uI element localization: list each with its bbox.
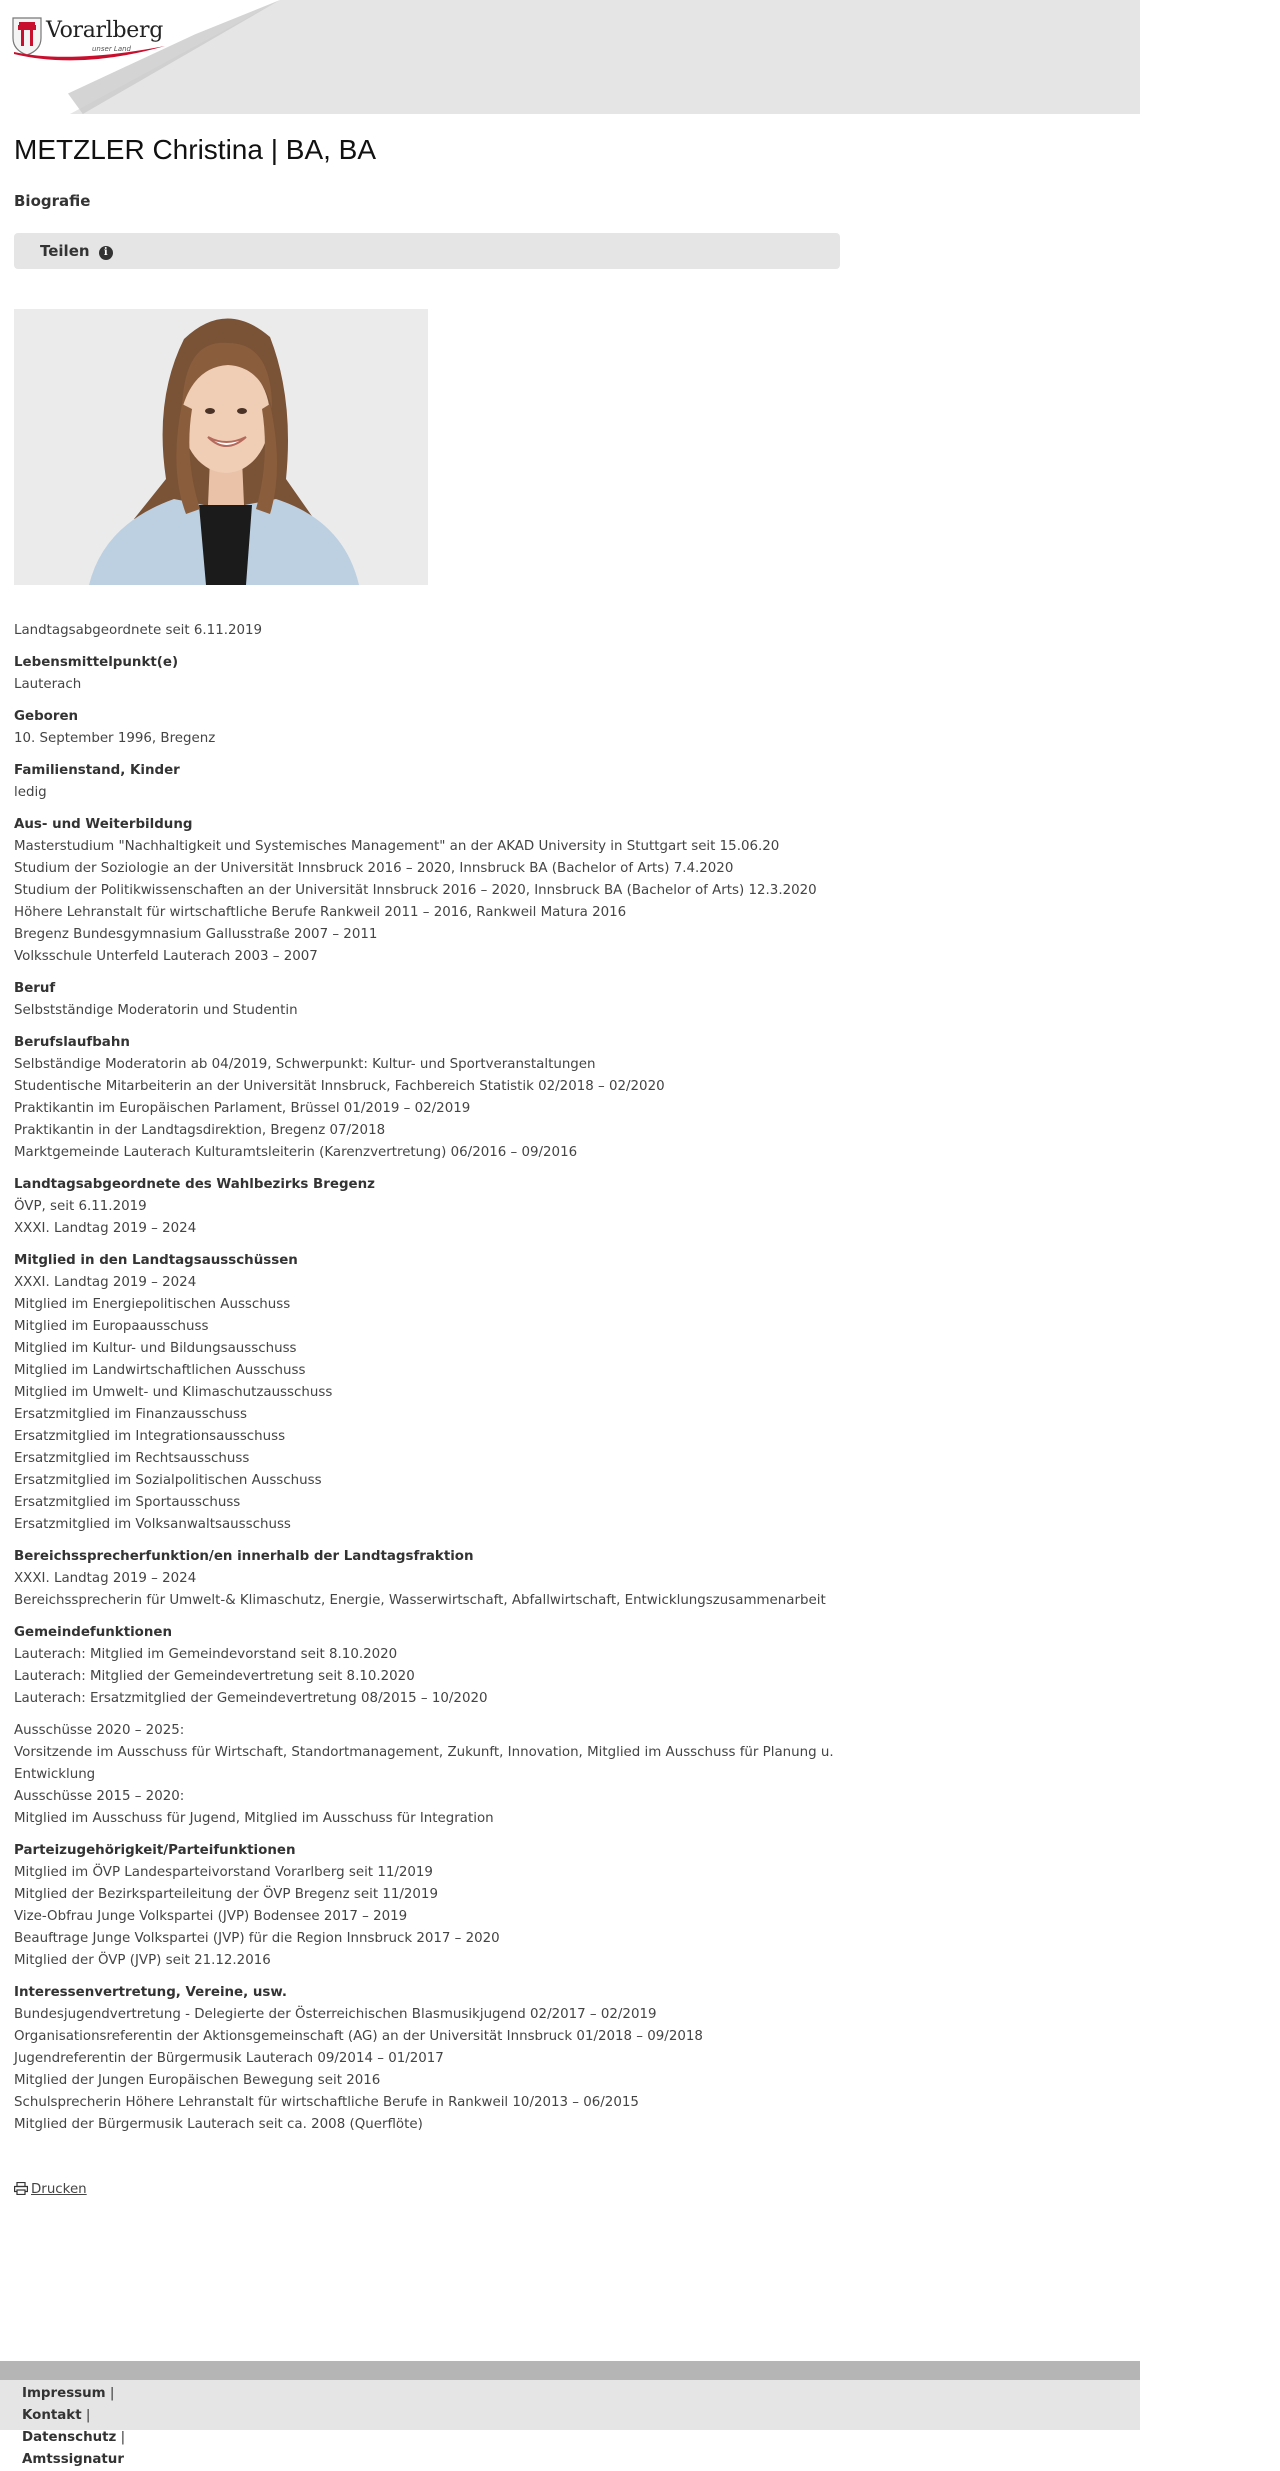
bio-line: Höhere Lehranstalt für wirtschaftliche Berufe Rankweil 2011 – 2016, Rankweil Matura 2016	[14, 905, 627, 920]
bio-line: Ausschüsse 2015 – 2020:	[14, 1789, 185, 1804]
bio-line: XXXI. Landtag 2019 – 2024	[14, 1571, 197, 1586]
bio-line: Ersatzmitglied im Sportausschuss	[14, 1495, 241, 1510]
bio-line: Ersatzmitglied im Integrationsausschuss	[14, 1429, 286, 1444]
bio-line: Schulsprecherin Höhere Lehranstalt für wirtschaftliche Berufe in Rankweil 10/2013 – 06/2015	[14, 2095, 639, 2110]
bio-line: Ersatzmitglied im Sozialpolitischen Ausschuss	[14, 1473, 322, 1488]
bio-line: Mitglied im Umwelt- und Klimaschutzausschuss	[14, 1385, 333, 1400]
bio-line: Studium der Soziologie an der Universität Innsbruck 2016 – 2020, Innsbruck BA (Bachelor of Arts) 7.4.2020	[14, 861, 734, 876]
bio-section-heading: Landtagsabgeordnete des Wahlbezirks Bregenz	[14, 1177, 375, 1192]
bio-line: Bregenz Bundesgymnasium Gallusstraße 2007 – 2011	[14, 927, 378, 942]
bio-line: Vorsitzende im Ausschuss für Wirtschaft, Standortmanagement, Zukunft, Innovation, Mitglied im Ausschuss für Planung u.	[14, 1745, 834, 1760]
bio-section-heading: Bereichssprecherfunktion/en innerhalb der Landtagsfraktion	[14, 1549, 474, 1564]
bio-line: Mitglied der Bezirksparteileitung der ÖVP Bregenz seit 11/2019	[14, 1887, 438, 1902]
bio-line: Mitglied der Jungen Europäischen Bewegung seit 2016	[14, 2073, 381, 2088]
footer-separator: |	[105, 2386, 115, 2401]
logo-swoosh-icon	[10, 40, 170, 64]
bio-line: Praktikantin in der Landtagsdirektion, Bregenz 07/2018	[14, 1123, 386, 1138]
bio-line: 10. September 1996, Bregenz	[14, 731, 216, 746]
bio-line: Lauterach	[14, 677, 82, 692]
footer-link-datenschutz[interactable]: Datenschutz	[22, 2430, 117, 2445]
share-label: Teilen	[40, 242, 90, 260]
bio-line: ledig	[14, 785, 47, 800]
bio-line: Selbständige Moderatorin ab 04/2019, Schwerpunkt: Kultur- und Sportveranstaltungen	[14, 1057, 596, 1072]
print-link[interactable]	[14, 2182, 87, 2197]
bio-spacer	[14, 1022, 874, 1032]
bio-line: Beauftrage Junge Volkspartei (JVP) für die Region Innsbruck 2017 – 2020	[14, 1931, 500, 1946]
bio-line: Mitglied im Landwirtschaftlichen Ausschuss	[14, 1363, 306, 1378]
portrait-illustration	[14, 309, 428, 585]
bio-spacer	[14, 1612, 874, 1622]
bio-line: Ersatzmitglied im Volksanwaltsausschuss	[14, 1517, 291, 1532]
footer-link-impressum[interactable]: Impressum	[22, 2386, 106, 2401]
bio-spacer	[14, 642, 874, 652]
bio-spacer	[14, 1972, 874, 1982]
bio-line: Selbstständige Moderatorin und Studentin	[14, 1003, 298, 1018]
footer-top-bar	[0, 2361, 1140, 2380]
bio-line: Mitglied im Kultur- und Bildungsausschuss	[14, 1341, 297, 1356]
footer-link-row	[22, 2427, 125, 2449]
footer-separator: |	[116, 2430, 126, 2445]
page-title: METZLER Christina | BA, BA	[14, 134, 377, 165]
bio-line: Vize-Obfrau Junge Volkspartei (JVP) Bodensee 2017 – 2019	[14, 1909, 408, 1924]
bio-spacer	[14, 804, 874, 814]
bio-section-heading: Parteizugehörigkeit/Parteifunktionen	[14, 1843, 296, 1858]
portrait-photo	[14, 309, 428, 585]
bio-line: Ersatzmitglied im Finanzausschuss	[14, 1407, 247, 1422]
footer-separator: |	[81, 2408, 91, 2423]
bio-line: Jugendreferentin der Bürgermusik Lauterach 09/2014 – 01/2017	[14, 2051, 444, 2066]
bio-spacer	[14, 968, 874, 978]
bio-line: Mitglied im ÖVP Landesparteivorstand Vorarlberg seit 11/2019	[14, 1865, 433, 1880]
share-button[interactable]	[40, 242, 113, 260]
bio-line: Lauterach: Ersatzmitglied der Gemeindevertretung 08/2015 – 10/2020	[14, 1691, 488, 1706]
bio-line: Organisationsreferentin der Aktionsgemeinschaft (AG) an der Universität Innsbruck 01/2018 – 09/2018	[14, 2029, 703, 2044]
bio-spacer	[14, 1710, 874, 1720]
vorarlberg-logo[interactable]	[10, 12, 170, 62]
bio-section-heading: Geboren	[14, 709, 79, 724]
bio-line: Mitglied der Bürgermusik Lauterach seit ca. 2008 (Querflöte)	[14, 2117, 423, 2132]
bio-section-heading: Lebensmittelpunkt(e)	[14, 655, 179, 670]
bio-line: Landtagsabgeordnete seit 6.11.2019	[14, 623, 263, 638]
footer-link-kontakt[interactable]: Kontakt	[22, 2408, 82, 2423]
bio-line: Bundesjugendvertretung - Delegierte der Österreichischen Blasmusikjugend 02/2017 – 02/2019	[14, 2007, 657, 2022]
bio-line: Mitglied der ÖVP (JVP) seit 21.12.2016	[14, 1953, 271, 1968]
bio-line: Marktgemeinde Lauterach Kulturamtsleiterin (Karenzvertretung) 06/2016 – 09/2016	[14, 1145, 578, 1160]
bio-section-heading: Gemeindefunktionen	[14, 1625, 173, 1640]
bio-line: Lauterach: Mitglied der Gemeindevertretung seit 8.10.2020	[14, 1669, 415, 1684]
footer-links	[22, 2383, 125, 2471]
bio-line: Ersatzmitglied im Rechtsausschuss	[14, 1451, 250, 1466]
bio-line: Volksschule Unterfeld Lauterach 2003 – 2007	[14, 949, 318, 964]
bio-section-heading: Aus- und Weiterbildung	[14, 817, 193, 832]
footer-link-amtssignatur[interactable]: Amtssignatur	[22, 2452, 124, 2467]
bio-line: Studium der Politikwissenschaften an der Universität Innsbruck 2016 – 2020, Innsbruck BA (Bachelor of Arts) 12.3.2020	[14, 883, 817, 898]
bio-line: Mitglied im Ausschuss für Jugend, Mitglied im Ausschuss für Integration	[14, 1811, 494, 1826]
bio-spacer	[14, 750, 874, 760]
print-label: Drucken	[31, 2182, 87, 2197]
bio-section-heading: Interessenvertretung, Vereine, usw.	[14, 1985, 287, 2000]
share-bar[interactable]	[14, 233, 840, 269]
bio-line: Lauterach: Mitglied im Gemeindevorstand seit 8.10.2020	[14, 1647, 398, 1662]
bio-spacer	[14, 1536, 874, 1546]
bio-line: Bereichssprecherin für Umwelt-& Klimaschutz, Energie, Wasserwirtschaft, Abfallwirtschaft, Entwicklungszusammenarbeit	[14, 1593, 826, 1608]
logo-wordmark: Vorarlberg	[46, 18, 164, 43]
footer	[0, 2380, 1140, 2430]
bio-line: Ausschüsse 2020 – 2025:	[14, 1723, 185, 1738]
site-header	[0, 0, 1140, 114]
bio-line: ÖVP, seit 6.11.2019	[14, 1199, 147, 1214]
bio-section-heading: Beruf	[14, 981, 56, 996]
bio-line: XXXI. Landtag 2019 – 2024	[14, 1275, 197, 1290]
bio-section-heading: Berufslaufbahn	[14, 1035, 130, 1050]
bio-line: Praktikantin im Europäischen Parlament, Brüssel 01/2019 – 02/2019	[14, 1101, 471, 1116]
bio-section-heading: Mitglied in den Landtagsausschüssen	[14, 1253, 298, 1268]
footer-link-row	[22, 2383, 125, 2405]
bio-line: Studentische Mitarbeiterin an der Universität Innsbruck, Fachbereich Statistik 02/2018 – 02/2020	[14, 1079, 665, 1094]
bio-line: Mitglied im Europaausschuss	[14, 1319, 209, 1334]
biography-content	[14, 620, 874, 2136]
bio-spacer	[14, 1240, 874, 1250]
footer-link-row	[22, 2405, 125, 2427]
bio-spacer	[14, 696, 874, 706]
bio-line: Entwicklung	[14, 1767, 96, 1782]
bio-spacer	[14, 1830, 874, 1840]
section-subtitle: Biografie	[14, 192, 91, 210]
bio-line: XXXI. Landtag 2019 – 2024	[14, 1221, 197, 1236]
info-icon[interactable]: i	[99, 246, 113, 260]
bio-line: Masterstudium "Nachhaltigkeit und Systemisches Management" an der AKAD University in Stuttgart seit 15.06.20	[14, 839, 780, 854]
printer-icon	[14, 2182, 28, 2195]
bio-spacer	[14, 1164, 874, 1174]
logo-subtext: unser Land	[92, 45, 131, 53]
bio-line: Mitglied im Energiepolitischen Ausschuss	[14, 1297, 291, 1312]
bio-section-heading: Familienstand, Kinder	[14, 763, 180, 778]
